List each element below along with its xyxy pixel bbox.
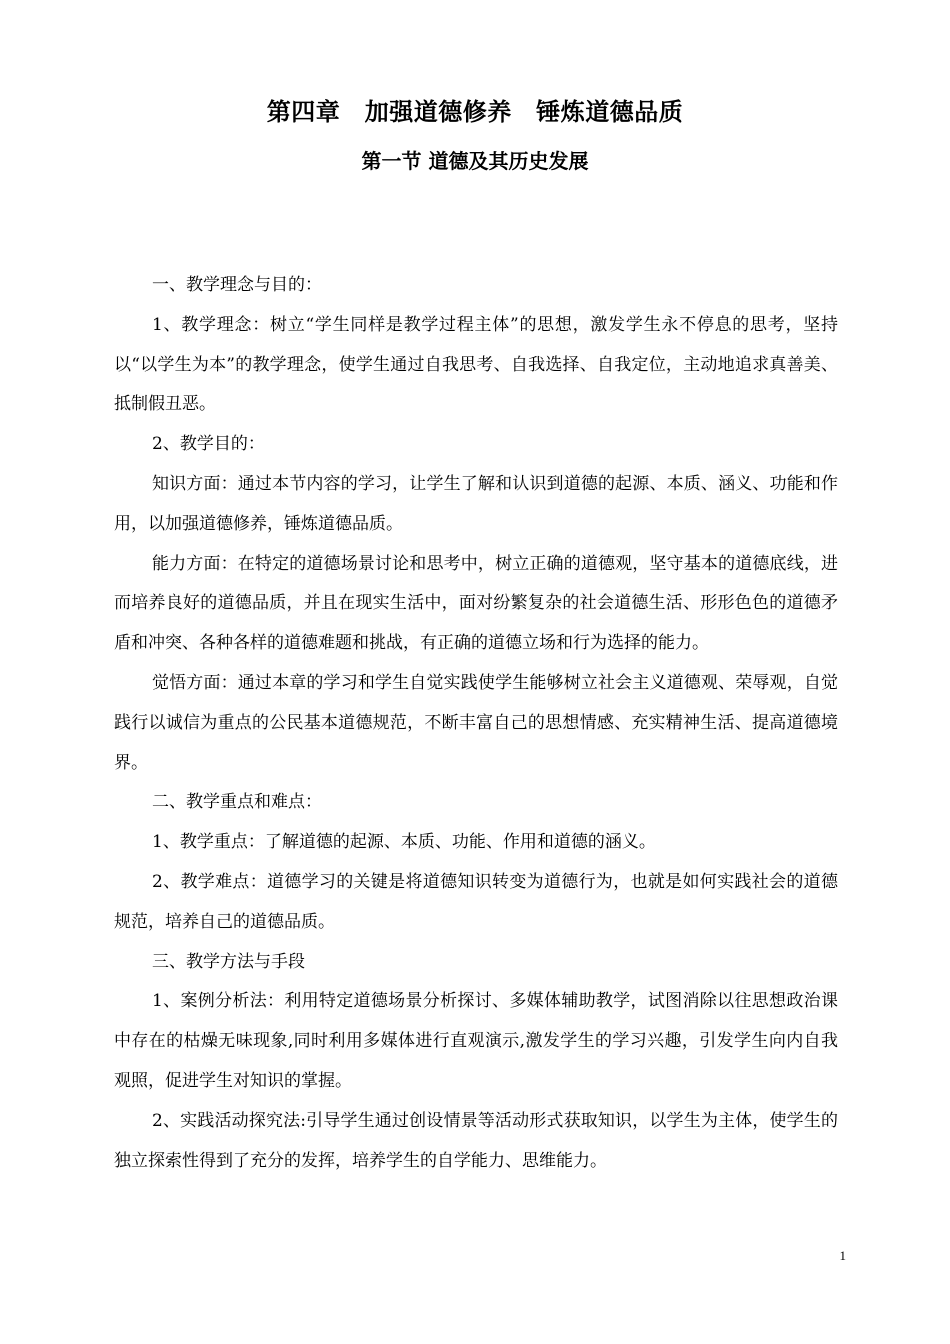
page-number: 1: [839, 1248, 846, 1263]
heading-teaching-concept-purpose: 一、教学理念与目的：: [152, 275, 322, 295]
section-title: 第一节 道德及其历史发展: [361, 149, 589, 173]
paragraph-key-point: 1、教学重点：了解道德的起源、本质、功能、作用和道德的涵义。: [152, 832, 656, 853]
heading-teaching-methods: 三、教学方法与手段: [152, 951, 305, 972]
document-body: [114, 266, 838, 1181]
paragraph-teaching-concept: 1、教学理念：树立“学生同样是教学过程主体”的思想，激发学生永不停息的思考，坚持以“以学生为本”的教学理念，使学生通过自我思考、自我选择、自我定位，主动地追求真善美、抵制假丑恶。: [114, 314, 838, 415]
paragraph-awareness-aspect: 觉悟方面：通过本章的学习和学生自觉实践使学生能够树立社会主义道德观、荣辱观，自觉践行以诚信为重点的公民基本道德规范，不断丰富自己的思想情感、充实精神生活、提高道德境界。: [114, 672, 838, 773]
paragraph-difficult-point: 2、教学难点：道德学习的关键是将道德知识转变为道德行为，也就是如何实践社会的道德规范，培养自己的道德品质。: [114, 871, 838, 932]
paragraph-ability-aspect: 能力方面：在特定的道德场景讨论和思考中，树立正确的道德观，坚守基本的道德底线，进而培养良好的道德品质，并且在现实生活中，面对纷繁复杂的社会道德生活、形形色色的道德矛盾和冲突、各种各样的道德难题和挑战，有正确的道德立场和行为选择的能力。: [114, 553, 838, 654]
paragraph-case-analysis: 1、案例分析法：利用特定道德场景分析探讨、多媒体辅助教学，试图消除以往思想政治课中存在的枯燥无味现象,同时利用多媒体进行直观演示,激发学生的学习兴趣，引发学生向内自我观照，促进学生对知识的掌握。: [114, 991, 838, 1091]
heading-teaching-purpose: 2、教学目的：: [152, 434, 265, 455]
heading-key-difficult-points: 二、教学重点和难点：: [152, 792, 322, 813]
chapter-title: 第四章 加强道德修养 锤炼道德品质: [266, 98, 684, 126]
paragraph-practice-inquiry: 2、实践活动探究法:引导学生通过创设情景等活动形式获取知识，以学生为主体，使学生的独立探索性得到了充分的发挥，培养学生的自学能力、思维能力。: [114, 1110, 838, 1171]
paragraph-knowledge-aspect: 知识方面：通过本节内容的学习，让学生了解和认识到道德的起源、本质、涵义、功能和作用，以加强道德修养，锤炼道德品质。: [114, 473, 838, 534]
